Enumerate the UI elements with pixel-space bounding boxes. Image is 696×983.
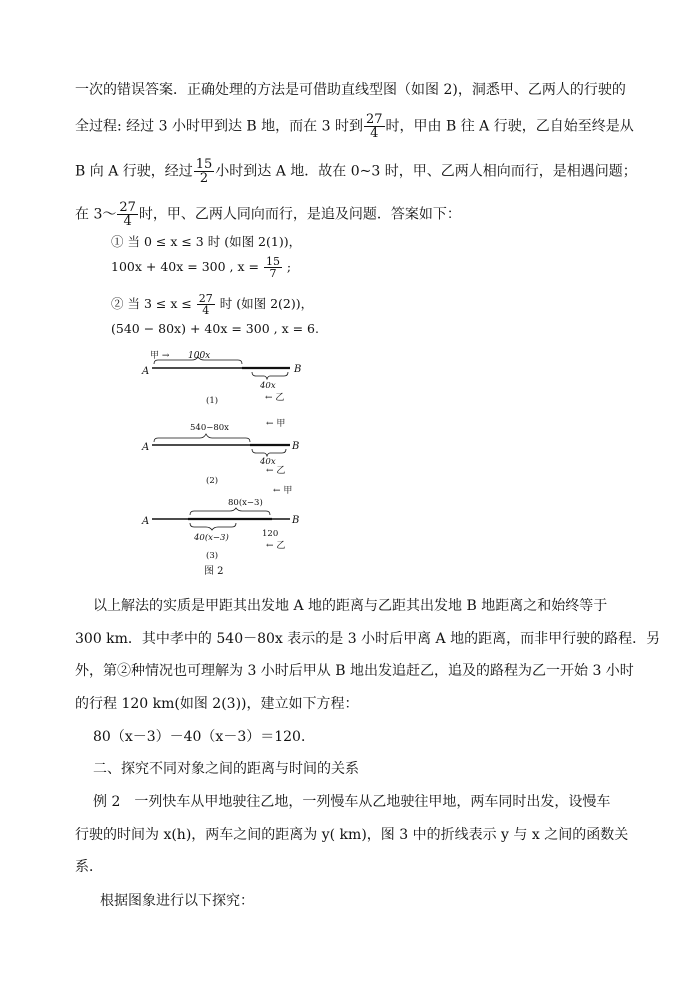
para1-line3 [75,158,637,185]
distance-label: 40x [260,381,276,391]
fraction-numerator: 27 [365,112,383,127]
sub-figure-label: (1) [206,396,219,406]
para1-line1: 一次的错误答案．正确处理的方法是可借助直线型图（如图 2)，洞悉甲、乙两人的行驶的 [75,82,626,98]
para2-line3: 外，第②种情况也可理解为 3 小时后甲从 B 地出发追赶乙，追及的路程为乙一开始 3 小时 [75,663,634,679]
jia-label: ← 甲 [266,419,286,429]
para1-line4-text-b: 时，甲、乙两人同向而行，是追及问题．答案如下： [138,206,461,223]
brace [190,523,236,530]
point-b-label: B [292,515,300,526]
distance-label: 540−80x [190,423,229,433]
para1-line3-text-b: 小时到达 A 地．故在 0~3 时，甲、乙两人相向而行，是相遇问题； [215,163,637,180]
case2-text-b: 时 (如图 2(2))， [215,296,314,311]
fraction-27-4-b [117,201,138,228]
fraction-denominator: 2 [199,171,209,186]
para1-line3-text-a: B 向 A 行驶，经过 [75,163,193,180]
example2-line3: 系． [75,859,103,875]
fraction-27-4 [364,113,385,140]
jia-label: ← 甲 [273,486,293,496]
yi-label: ← 乙 [266,466,286,476]
sub-figure-label: (3) [206,551,219,561]
brace [252,449,286,456]
fraction-denominator: 4 [202,304,210,317]
equation1-end: ; [282,259,292,274]
brace [252,372,288,379]
fraction-numerator: 15 [195,157,213,172]
point-b-label: B [294,364,302,375]
solution-equation2: (540 − 80x) + 40x = 300 , x = 6. [111,321,319,336]
para1-line4 [75,201,461,228]
point-a-label: A [142,442,150,453]
fraction-15-2 [194,158,215,185]
para2-line2: 300 km．其中孝中的 540－80x 表示的是 3 小时后甲离 A 地的距离，而非甲行驶的路程．另 [75,631,661,647]
fraction-numerator: 27 [198,292,213,305]
point-b-label: B [292,441,300,452]
distance-label: 100x [188,351,211,361]
fraction-numerator: 15 [265,255,280,268]
brace [190,508,270,515]
section2-heading: 二、探究不同对象之间的距离与时间的关系 [93,761,359,777]
solution-case2 [111,293,313,316]
fraction-numerator: 27 [119,200,136,215]
para1-line2 [75,113,634,140]
para1-line2-text-a: 全过程: 经过 3 小时甲到达 B 地，而在 3 时到 [75,118,363,135]
equation1-text: 100x + 40x = 300 , x = [111,259,263,274]
fraction-denominator: 4 [123,214,132,229]
fraction-27-4-c [197,293,215,316]
jia-label: 甲 → [150,351,170,361]
solution-equation1 [111,256,291,279]
para2-line1: 以上解法的实质是甲距其出发地 A 地的距离与乙距其出发地 B 地距离之和始终等于 [93,598,608,614]
distance-label: 120 [262,529,279,539]
brace [154,434,250,442]
distance-label: 80(x−3) [228,498,263,508]
distance-label: 40x [260,457,276,467]
figure-caption: 图 2 [204,566,224,577]
para2-line4: 的行程 120 km(如图 2(3))，建立如下方程： [75,696,359,712]
fraction-denominator: 4 [370,126,379,141]
sub-figure-label: (2) [206,476,219,486]
para2-equation: 80（x－3）－40（x－3）＝120． [93,729,315,745]
yi-label: ← 乙 [266,541,286,551]
solution-case1: ① 当 0 ≤ x ≤ 3 时 (如图 2(1))， [111,234,302,249]
fraction-denominator: 7 [269,267,277,280]
case2-text-a: ② 当 3 ≤ x ≤ [111,296,196,311]
example2-line2: 行驶的时间为 x(h)，两车之间的距离为 y( km)，图 3 中的折线表示 y 与 x 之间的函数关 [75,827,629,843]
point-a-label: A [142,516,150,527]
explore-prompt: 根据图象进行以下探究： [100,893,254,909]
yi-label: ← 乙 [265,393,285,403]
para1-line4-text-a: 在 3～ [75,206,117,223]
figure-2-diagram [140,346,340,586]
distance-label: 40(x−3) [194,533,229,543]
point-a-label: A [142,366,150,377]
example2-line1: 例 2 一列快车从甲地驶往乙地，一列慢车从乙地驶往甲地，两车同时出发，设慢车 [93,794,611,810]
fraction-15-7 [264,256,282,279]
para1-line2-text-b: 时，甲由 B 往 A 行驶，乙自始至终是从 [385,118,634,135]
